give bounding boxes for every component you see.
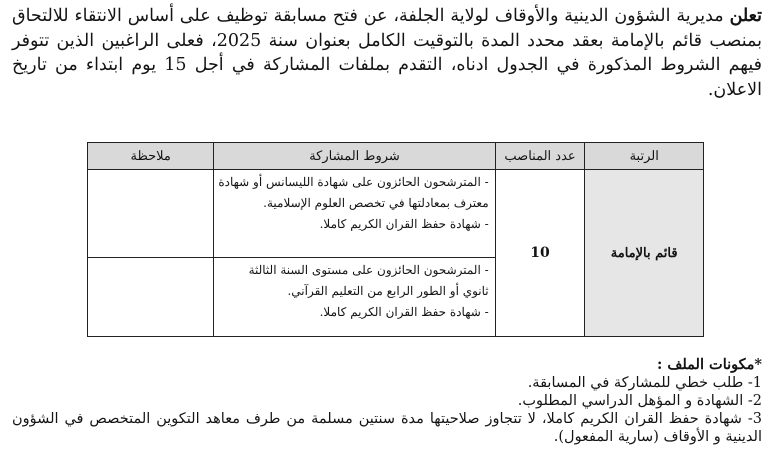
condition-line: - المترشحون الحائزون على شهادة الليسانس أو شهادة [218,175,489,189]
table-row [88,170,704,258]
header-notes: ملاحظة [88,143,214,170]
condition-line: - شهادة حفظ القران الكريم كاملا. [319,217,489,231]
notes-cell-1 [88,170,214,258]
condition-line: ثانوي أو الطور الرابع من التعليم القرآني. [287,284,489,298]
condition-line: - المترشحون الحائزون على مستوى السنة الثالثة [248,263,489,277]
conditions-table [87,142,704,337]
header-count: عدد المناصب [495,143,585,170]
table-header-row [88,143,704,170]
file-item: 1- طلب خطي للمشاركة في المسابقة. [527,375,762,391]
conditions-cell-2 [214,258,495,337]
condition-line: - شهادة حفظ القران الكريم كاملا. [319,305,489,319]
conditions-cell-1 [214,170,495,258]
file-item: 2- الشهادة و المؤهل الدراسي المطلوب. [517,393,762,409]
announcement-paragraph [12,4,762,102]
condition-line: معترف بمعادلتها في تخصص العلوم الإسلامية. [263,196,489,210]
rank-cell: قائم بالإمامة [585,170,704,337]
header-rank: الرتبة [585,143,704,170]
notes-cell-2 [88,258,214,337]
header-conditions: شروط المشاركة [214,143,495,170]
count-cell: 10 [495,170,585,337]
file-components-title: *مكونات الملف : [656,356,762,373]
announcement-text: مديرية الشؤون الدينية والأوقاف لولاية الجلفة، عن فتح مسابقة توظيف على أساس الانتقاء للالتحاق بمنصب قائم بالإمامة بعقد محدد المدة بالتوقيت الكامل بعنوان سنة 2025، فعلى الراغبين الذين تتوفر فيهم الشروط المذكورة في الجدول ادناه، التقدم بملفات المشاركة في أجل 15 يوم ابتداء من تاريخ الاعلان. [12,6,762,100]
file-components [12,356,762,446]
announcement-lead-word: تعلن [729,6,762,26]
file-item: 3- شهادة حفظ القران الكريم كاملا، لا تتجاوز صلاحيتها مدة سنتين مسلمة من طرف معاهد التكوين المتخصص في الشؤون الدينية و الأوقاف (سارية المفعول). [12,411,762,445]
